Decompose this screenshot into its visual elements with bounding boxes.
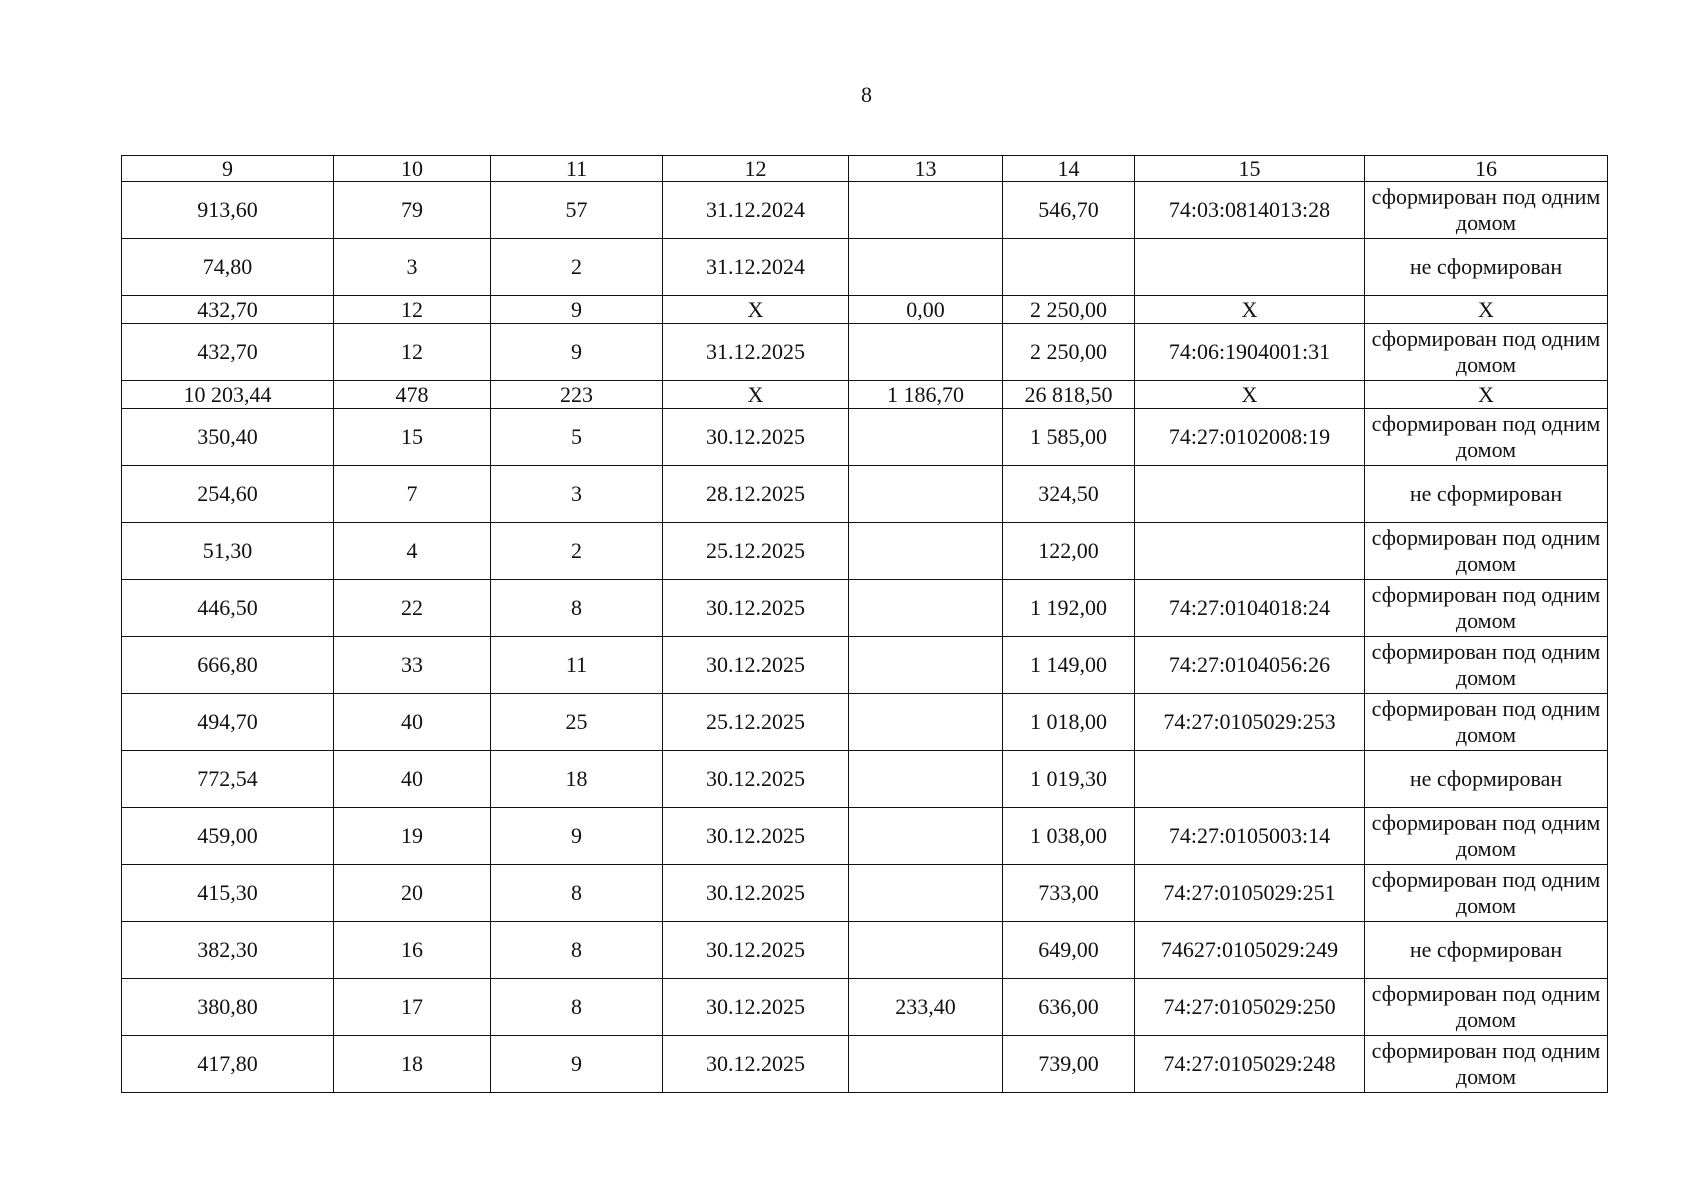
table-cell-col-16: сформирован под одним домом bbox=[1365, 1036, 1608, 1093]
table-cell-col-10: 3 bbox=[334, 239, 491, 296]
table-cell-col-9: 446,50 bbox=[122, 580, 334, 637]
subtotal-row bbox=[122, 381, 1608, 409]
table-cell-col-13 bbox=[849, 922, 1003, 979]
table-cell-col-16: сформирован под одним домом bbox=[1365, 523, 1608, 580]
table-cell-col-11: 223 bbox=[491, 381, 663, 409]
table-cell-col-16: сформирован под одним домом bbox=[1365, 580, 1608, 637]
table-cell-col-12: X bbox=[663, 296, 849, 324]
column-number-cell: 9 bbox=[122, 156, 334, 182]
table-row bbox=[122, 466, 1608, 523]
table-row bbox=[122, 751, 1608, 808]
table-cell-col-14: 2 250,00 bbox=[1003, 296, 1135, 324]
column-number-cell: 15 bbox=[1135, 156, 1365, 182]
table-cell-col-14: 649,00 bbox=[1003, 922, 1135, 979]
table-cell-col-9: 494,70 bbox=[122, 694, 334, 751]
table-cell-col-13 bbox=[849, 865, 1003, 922]
table-cell-col-11: 9 bbox=[491, 296, 663, 324]
table-cell-col-15: 74:27:0105029:251 bbox=[1135, 865, 1365, 922]
table-cell-col-15: 74:27:0105029:250 bbox=[1135, 979, 1365, 1036]
table-cell-col-13: 233,40 bbox=[849, 979, 1003, 1036]
table-cell-col-13 bbox=[849, 239, 1003, 296]
table-cell-col-11: 8 bbox=[491, 865, 663, 922]
table-row bbox=[122, 523, 1608, 580]
table-cell-col-9: 382,30 bbox=[122, 922, 334, 979]
table-cell-col-15: 74:27:0102008:19 bbox=[1135, 409, 1365, 466]
table-cell-col-11: 2 bbox=[491, 523, 663, 580]
table-cell-col-15: 74:06:1904001:31 bbox=[1135, 324, 1365, 381]
table-cell-col-14 bbox=[1003, 239, 1135, 296]
table-cell-col-12: 30.12.2025 bbox=[663, 865, 849, 922]
table-cell-col-13 bbox=[849, 694, 1003, 751]
table-cell-col-14: 546,70 bbox=[1003, 182, 1135, 239]
table-cell-col-13 bbox=[849, 523, 1003, 580]
table-cell-col-13 bbox=[849, 751, 1003, 808]
table-cell-col-9: 380,80 bbox=[122, 979, 334, 1036]
table-cell-col-16: не сформирован bbox=[1365, 751, 1608, 808]
table-cell-col-15 bbox=[1135, 523, 1365, 580]
table-cell-col-16: сформирован под одним домом bbox=[1365, 324, 1608, 381]
table-cell-col-13: 1 186,70 bbox=[849, 381, 1003, 409]
table-cell-col-10: 17 bbox=[334, 979, 491, 1036]
table-cell-col-9: 74,80 bbox=[122, 239, 334, 296]
column-number-cell: 12 bbox=[663, 156, 849, 182]
table-cell-col-16: не сформирован bbox=[1365, 922, 1608, 979]
table-cell-col-10: 18 bbox=[334, 1036, 491, 1093]
table-cell-col-12: 31.12.2024 bbox=[663, 182, 849, 239]
table-cell-col-14: 2 250,00 bbox=[1003, 324, 1135, 381]
table-row bbox=[122, 182, 1608, 239]
table-cell-col-12: 31.12.2024 bbox=[663, 239, 849, 296]
subtotal-row bbox=[122, 296, 1608, 324]
table-cell-col-10: 15 bbox=[334, 409, 491, 466]
page-number: 8 bbox=[861, 82, 872, 107]
table-cell-col-10: 7 bbox=[334, 466, 491, 523]
column-number-cell: 11 bbox=[491, 156, 663, 182]
table-cell-col-11: 8 bbox=[491, 979, 663, 1036]
table-cell-col-13 bbox=[849, 466, 1003, 523]
table-cell-col-12: 30.12.2025 bbox=[663, 580, 849, 637]
table-cell-col-9: 415,30 bbox=[122, 865, 334, 922]
table-cell-col-10: 33 bbox=[334, 637, 491, 694]
table-cell-col-11: 9 bbox=[491, 808, 663, 865]
table-cell-col-14: 1 149,00 bbox=[1003, 637, 1135, 694]
table-cell-col-13 bbox=[849, 808, 1003, 865]
table-cell-col-14: 122,00 bbox=[1003, 523, 1135, 580]
table-cell-col-12: 31.12.2025 bbox=[663, 324, 849, 381]
table-row bbox=[122, 922, 1608, 979]
table-row bbox=[122, 1036, 1608, 1093]
table-cell-col-9: 10 203,44 bbox=[122, 381, 334, 409]
table-cell-col-15: 74:27:0105029:253 bbox=[1135, 694, 1365, 751]
table-cell-col-11: 25 bbox=[491, 694, 663, 751]
table-cell-col-14: 636,00 bbox=[1003, 979, 1135, 1036]
table-cell-col-12: 30.12.2025 bbox=[663, 409, 849, 466]
table-cell-col-11: 2 bbox=[491, 239, 663, 296]
table-cell-col-11: 9 bbox=[491, 324, 663, 381]
table-cell-col-12: 30.12.2025 bbox=[663, 808, 849, 865]
table-cell-col-11: 57 bbox=[491, 182, 663, 239]
table-cell-col-11: 8 bbox=[491, 922, 663, 979]
table-cell-col-12: 28.12.2025 bbox=[663, 466, 849, 523]
column-number-cell: 10 bbox=[334, 156, 491, 182]
column-number-cell: 13 bbox=[849, 156, 1003, 182]
table-cell-col-12: 25.12.2025 bbox=[663, 694, 849, 751]
table-cell-col-13 bbox=[849, 324, 1003, 381]
table-cell-col-15: 74:27:0104018:24 bbox=[1135, 580, 1365, 637]
table-cell-col-9: 432,70 bbox=[122, 324, 334, 381]
table-cell-col-10: 4 bbox=[334, 523, 491, 580]
data-table bbox=[121, 155, 1608, 1093]
table-cell-col-12: 25.12.2025 bbox=[663, 523, 849, 580]
table-body bbox=[122, 156, 1608, 1093]
table-cell-col-10: 40 bbox=[334, 751, 491, 808]
table-cell-col-11: 18 bbox=[491, 751, 663, 808]
table-cell-col-13 bbox=[849, 637, 1003, 694]
table-cell-col-12: X bbox=[663, 381, 849, 409]
table-cell-col-16: сформирован под одним домом bbox=[1365, 182, 1608, 239]
table-cell-col-14: 733,00 bbox=[1003, 865, 1135, 922]
table-cell-col-12: 30.12.2025 bbox=[663, 979, 849, 1036]
table-cell-col-11: 8 bbox=[491, 580, 663, 637]
table-cell-col-15: 74627:0105029:249 bbox=[1135, 922, 1365, 979]
table-cell-col-15: 74:27:0105029:248 bbox=[1135, 1036, 1365, 1093]
table-cell-col-15: X bbox=[1135, 296, 1365, 324]
table-cell-col-11: 3 bbox=[491, 466, 663, 523]
table-row bbox=[122, 324, 1608, 381]
table-cell-col-14: 324,50 bbox=[1003, 466, 1135, 523]
table-cell-col-16: сформирован под одним домом bbox=[1365, 409, 1608, 466]
table-cell-col-13 bbox=[849, 580, 1003, 637]
column-number-cell: 14 bbox=[1003, 156, 1135, 182]
table-cell-col-9: 459,00 bbox=[122, 808, 334, 865]
column-number-cell: 16 bbox=[1365, 156, 1608, 182]
table-cell-col-12: 30.12.2025 bbox=[663, 751, 849, 808]
table-cell-col-15: 74:03:0814013:28 bbox=[1135, 182, 1365, 239]
table-cell-col-16: не сформирован bbox=[1365, 466, 1608, 523]
table-row bbox=[122, 694, 1608, 751]
table-cell-col-16: сформирован под одним домом bbox=[1365, 808, 1608, 865]
table-cell-col-14: 26 818,50 bbox=[1003, 381, 1135, 409]
table-cell-col-10: 478 bbox=[334, 381, 491, 409]
table-cell-col-16: не сформирован bbox=[1365, 239, 1608, 296]
table-cell-col-9: 772,54 bbox=[122, 751, 334, 808]
table-cell-col-14: 739,00 bbox=[1003, 1036, 1135, 1093]
table-cell-col-14: 1 192,00 bbox=[1003, 580, 1135, 637]
table-cell-col-11: 5 bbox=[491, 409, 663, 466]
table-cell-col-14: 1 585,00 bbox=[1003, 409, 1135, 466]
table-cell-col-16: сформирован под одним домом bbox=[1365, 979, 1608, 1036]
table-cell-col-16: X bbox=[1365, 296, 1608, 324]
column-number-row bbox=[122, 156, 1608, 182]
table-cell-col-13 bbox=[849, 182, 1003, 239]
table-cell-col-10: 40 bbox=[334, 694, 491, 751]
table-cell-col-10: 12 bbox=[334, 296, 491, 324]
table-cell-col-15 bbox=[1135, 239, 1365, 296]
table-cell-col-16: сформирован под одним домом bbox=[1365, 865, 1608, 922]
table-cell-col-10: 19 bbox=[334, 808, 491, 865]
table-cell-col-13: 0,00 bbox=[849, 296, 1003, 324]
table-cell-col-10: 22 bbox=[334, 580, 491, 637]
table-row bbox=[122, 580, 1608, 637]
table-cell-col-12: 30.12.2025 bbox=[663, 1036, 849, 1093]
table-cell-col-10: 20 bbox=[334, 865, 491, 922]
table-cell-col-10: 16 bbox=[334, 922, 491, 979]
table-cell-col-12: 30.12.2025 bbox=[663, 922, 849, 979]
table-cell-col-15: 74:27:0105003:14 bbox=[1135, 808, 1365, 865]
table-cell-col-10: 79 bbox=[334, 182, 491, 239]
table-cell-col-11: 11 bbox=[491, 637, 663, 694]
table-cell-col-9: 417,80 bbox=[122, 1036, 334, 1093]
table-row bbox=[122, 808, 1608, 865]
table-cell-col-15 bbox=[1135, 751, 1365, 808]
table-row bbox=[122, 409, 1608, 466]
table-row bbox=[122, 865, 1608, 922]
table-cell-col-13 bbox=[849, 1036, 1003, 1093]
table-cell-col-9: 254,60 bbox=[122, 466, 334, 523]
table-cell-col-13 bbox=[849, 409, 1003, 466]
table-cell-col-10: 12 bbox=[334, 324, 491, 381]
table-cell-col-15: X bbox=[1135, 381, 1365, 409]
table-cell-col-14: 1 018,00 bbox=[1003, 694, 1135, 751]
table-row bbox=[122, 239, 1608, 296]
table-cell-col-16: сформирован под одним домом bbox=[1365, 694, 1608, 751]
table-cell-col-15: 74:27:0104056:26 bbox=[1135, 637, 1365, 694]
table-cell-col-9: 432,70 bbox=[122, 296, 334, 324]
table-cell-col-9: 666,80 bbox=[122, 637, 334, 694]
table-cell-col-11: 9 bbox=[491, 1036, 663, 1093]
table-cell-col-15 bbox=[1135, 466, 1365, 523]
table-cell-col-14: 1 038,00 bbox=[1003, 808, 1135, 865]
table-row bbox=[122, 979, 1608, 1036]
table-cell-col-9: 350,40 bbox=[122, 409, 334, 466]
table-cell-col-16: X bbox=[1365, 381, 1608, 409]
table-row bbox=[122, 637, 1608, 694]
table-cell-col-9: 51,30 bbox=[122, 523, 334, 580]
table-cell-col-12: 30.12.2025 bbox=[663, 637, 849, 694]
table-cell-col-16: сформирован под одним домом bbox=[1365, 637, 1608, 694]
table-cell-col-14: 1 019,30 bbox=[1003, 751, 1135, 808]
table-cell-col-9: 913,60 bbox=[122, 182, 334, 239]
